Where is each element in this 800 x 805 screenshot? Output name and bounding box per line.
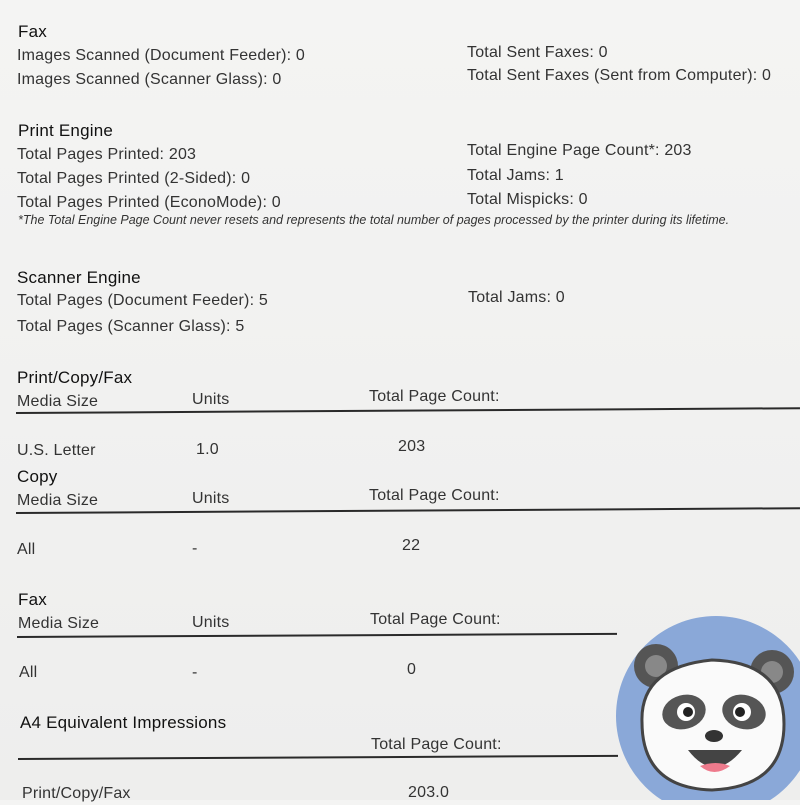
print-engine-total-jams: Total Jams: 1 [467,167,564,184]
total-engine-page-count: Total Engine Page Count*: 203 [467,142,692,159]
copy-col-media-size: Media Size [17,492,99,509]
fax-row-count: 0 [407,661,417,678]
total-mispicks: Total Mispicks: 0 [467,191,588,208]
a4-row-count: 203.0 [408,784,450,801]
pcf-col-media-size: Media Size [17,393,99,410]
pcf-row-units: 1.0 [196,441,219,458]
copy-row-count: 22 [402,537,421,554]
fax-table-heading: Fax [18,590,47,609]
fax-col-units: Units [192,614,230,631]
print-engine-heading: Print Engine [18,121,114,140]
copy-col-units: Units [192,490,230,507]
copy-row-media: All [17,541,36,558]
pcf-row-count: 203 [398,438,426,455]
a4-header-rule [18,755,618,760]
fax-row-media: All [19,664,38,681]
copy-header-rule [16,507,800,514]
copy-heading: Copy [17,467,58,486]
fax-row-units: - [192,664,198,681]
copy-row-units: - [192,540,198,557]
panda-face-icon [612,612,800,800]
scanner-pages-glass: Total Pages (Scanner Glass): 5 [17,318,245,335]
fax-total-sent: Total Sent Faxes: 0 [467,44,608,61]
pcf-header-rule [16,407,800,414]
a4-row-label: Print/Copy/Fax [22,785,131,802]
fax-heading: Fax [18,22,47,41]
engine-count-footnote: *The Total Engine Page Count never resets and represents the total number of pages processed by the printer during its lifetime. [18,213,730,227]
total-pages-printed-economode: Total Pages Printed (EconoMode): 0 [17,194,281,211]
scanner-pages-feeder: Total Pages (Document Feeder): 5 [17,292,268,309]
fax-images-scanned-feeder: Images Scanned (Document Feeder): 0 [17,47,306,64]
scanner-engine-heading: Scanner Engine [17,268,141,287]
pcf-row-media: U.S. Letter [17,442,96,459]
total-pages-printed-2-sided: Total Pages Printed (2-Sided): 0 [17,170,251,187]
fax-col-total-page-count: Total Page Count: [370,611,501,628]
scanner-total-jams: Total Jams: 0 [468,289,565,306]
total-pages-printed: Total Pages Printed: 203 [17,146,197,163]
fax-images-scanned-glass: Images Scanned (Scanner Glass): 0 [17,71,282,88]
copy-col-total-page-count: Total Page Count: [369,487,500,504]
pcf-col-units: Units [192,391,230,408]
fax-total-sent-computer: Total Sent Faxes (Sent from Computer): 0 [467,67,772,84]
fax-header-rule [17,633,617,638]
a4-col-total-page-count: Total Page Count: [371,736,502,753]
print-copy-fax-heading: Print/Copy/Fax [17,368,133,387]
pcf-col-total-page-count: Total Page Count: [369,388,500,405]
a4-heading: A4 Equivalent Impressions [20,713,227,732]
fax-col-media-size: Media Size [18,615,100,632]
